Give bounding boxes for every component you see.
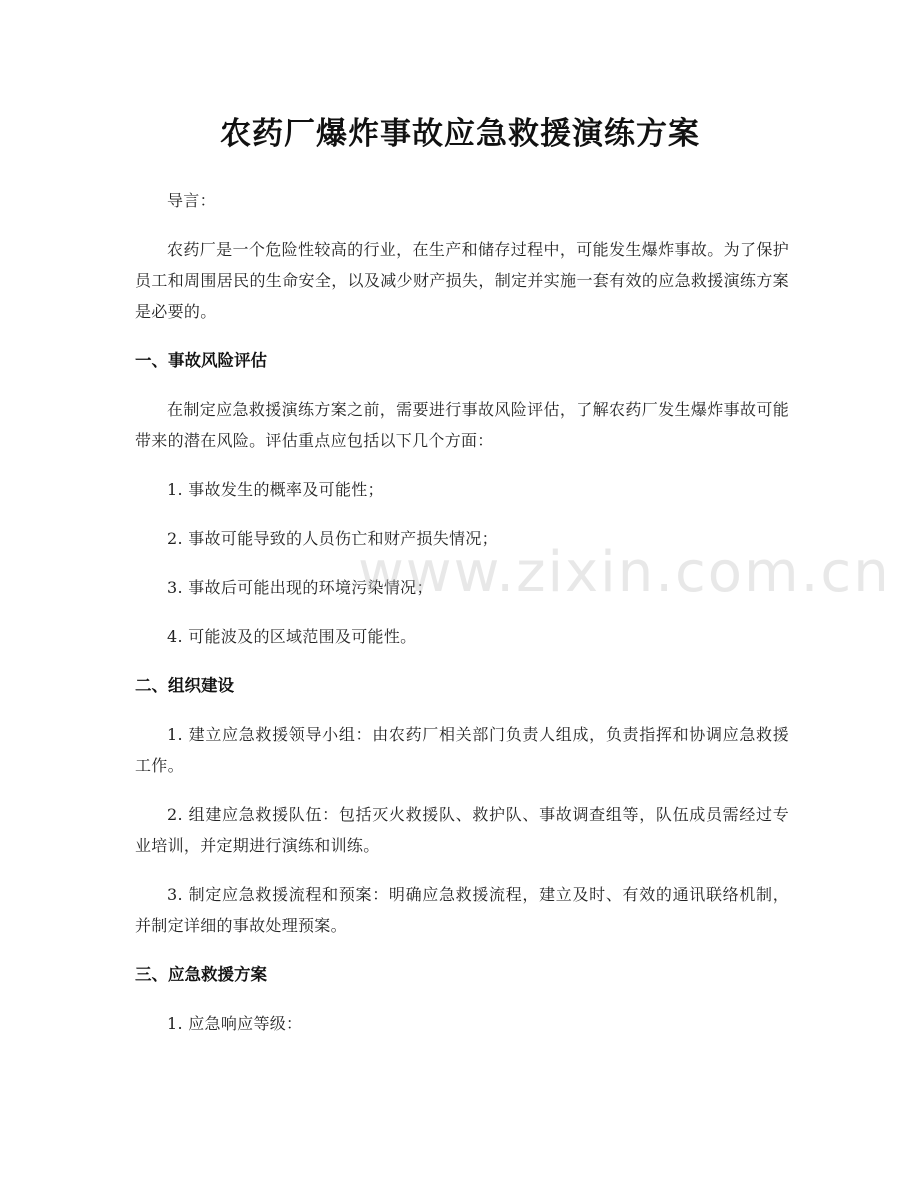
risk-item-1: 1. 事故发生的概率及可能性； xyxy=(167,480,384,499)
risk-assessment-paragraph: 在制定应急救援演练方案之前，需要进行事故风险评估，了解农药厂发生爆炸事故可能带来的潜在风险。评估重点应包括以下几个方面： xyxy=(135,400,789,450)
rescue-plan-item-1: 1. 应急响应等级： xyxy=(167,1014,303,1033)
organization-item-2: 2. 组建应急救援队伍：包括灭火救援队、救护队、事故调查组等，队伍成员需经过专业培训，并定期进行演练和训练。 xyxy=(135,805,789,855)
intro-paragraph: 农药厂是一个危险性较高的行业，在生产和储存过程中，可能发生爆炸事故。为了保护员工和周围居民的生命安全，以及减少财产损失，制定并实施一套有效的应急救援演练方案是必要的。 xyxy=(135,240,789,321)
watermark-text: www.zixin.com.cn xyxy=(358,540,891,605)
risk-item-2: 2. 事故可能导致的人员伤亡和财产损失情况； xyxy=(167,529,498,548)
section-heading-organization: 二、组织建设 xyxy=(135,676,234,695)
section-heading-rescue-plan: 三、应急救援方案 xyxy=(135,965,267,984)
organization-item-3: 3. 制定应急救援流程和预案：明确应急救援流程，建立及时、有效的通讯联络机制，并制定详细的事故处理预案。 xyxy=(135,885,789,935)
section-heading-risk-assessment: 一、事故风险评估 xyxy=(135,351,267,370)
intro-label: 导言： xyxy=(167,191,216,210)
risk-item-4: 4. 可能波及的区域范围及可能性。 xyxy=(167,627,417,646)
organization-item-1: 1. 建立应急救援领导小组：由农药厂相关部门负责人组成，负责指挥和协调应急救援工作。 xyxy=(135,725,789,775)
document-title: 农药厂爆炸事故应急救援演练方案 xyxy=(220,116,700,152)
risk-item-3: 3. 事故后可能出现的环境污染情况； xyxy=(167,578,433,597)
document-body xyxy=(135,185,789,1057)
